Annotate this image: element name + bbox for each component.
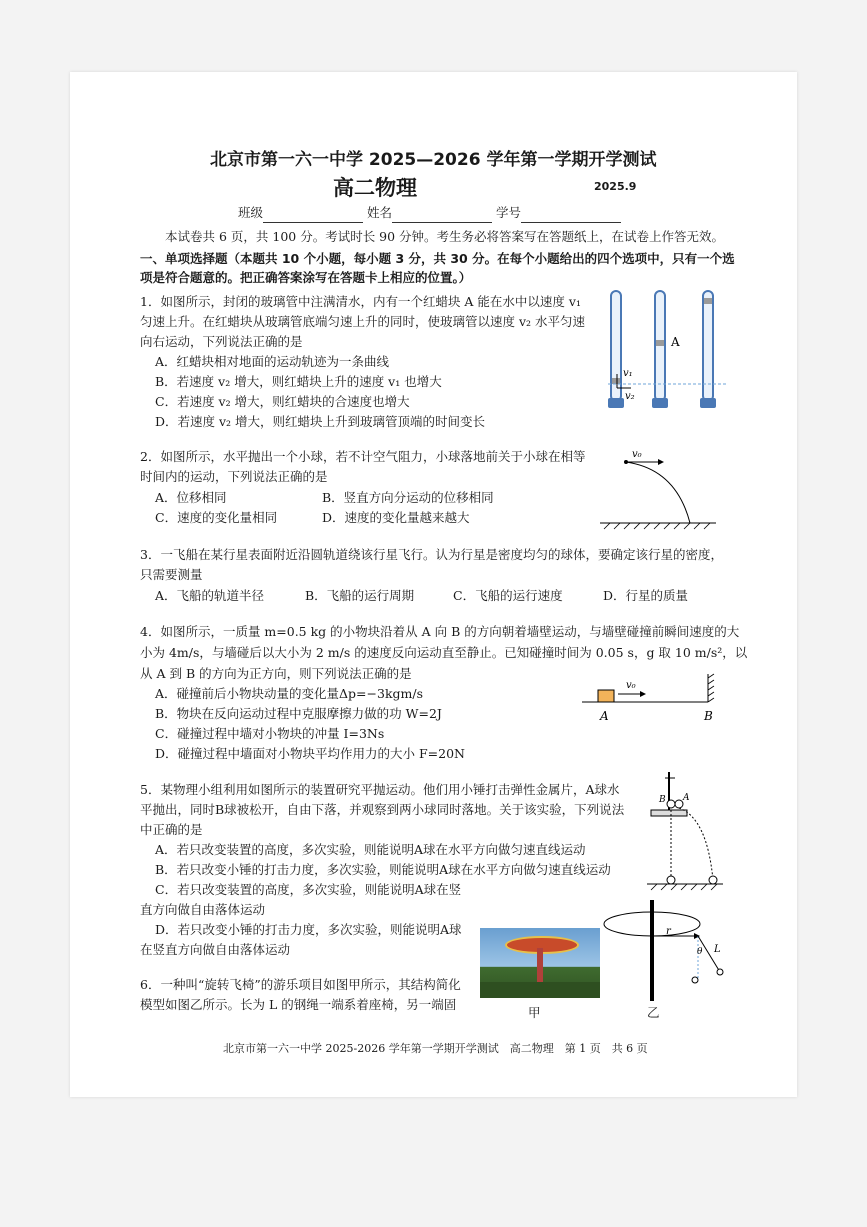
q1-option-d: D．若速度 v₂ 增大，则红蜡块上升到玻璃管顶端的时间变长 xyxy=(155,414,486,429)
q4-b-label: B xyxy=(704,709,713,723)
name-field[interactable] xyxy=(392,208,492,223)
q1-v2-label: v₂ xyxy=(625,391,635,402)
q5-option-d-cont: 在竖直方向做自由落体运动 xyxy=(140,942,291,957)
q6-stem-2: 模型如图乙所示。长为 L 的钢绳一端系着座椅，另一端固 xyxy=(140,997,457,1012)
section-heading: 一、单项选择题（本题共 10 个小题，每小题 3 分，共 30 分。在每个小题给出的四个选项中，只有一个选 xyxy=(140,251,735,266)
figure-yi-label: 乙 xyxy=(647,1005,660,1020)
page-footer: 北京市第一六一中学 2025-2026 学年第一学期开学测试 高二物理 第 1 页 共 6 页 xyxy=(223,1042,648,1055)
q5-option-a: A．若只改变装置的高度，多次实验，则能说明A球在水平方向做匀速直线运动 xyxy=(155,842,586,857)
q6-theta-label: θ xyxy=(697,947,703,957)
q2-option-b: B．竖直方向分运动的位移相同 xyxy=(322,490,494,505)
q4-v0-label: v₀ xyxy=(626,680,636,691)
q5-option-c-cont: 直方向做自由落体运动 xyxy=(140,902,266,917)
q1-stem-3: 向右运动，下列说法正确的是 xyxy=(140,334,303,349)
name-label: 姓名 xyxy=(367,205,393,220)
id-label: 学号 xyxy=(496,205,522,220)
q5-option-d: D．若只改变小锤的打击力度，多次实验，则能说明A球 xyxy=(155,922,462,937)
figure-jia-label: 甲 xyxy=(528,1005,541,1020)
q5-apparatus-figure xyxy=(645,770,725,892)
q5-stem: 5．某物理小组利用如图所示的装置研究平抛运动。他们用小锤打击弹性金属片，A球水 xyxy=(140,782,620,797)
q2-projectile-figure xyxy=(598,447,718,529)
q1-option-c: C．若速度 v₂ 增大，则红蜡块的合速度也增大 xyxy=(155,394,410,409)
q4-stem-3: 从 A 到 B 的方向为正方向，则下列说法正确的是 xyxy=(140,666,412,681)
q4-stem-2: 小为 4m/s，与墙碰后以大小为 2 m/s 的速度反向运动直至静止。已知碰撞时间为 0.05 s，g 取 10 m/s²，以 xyxy=(140,645,748,660)
section-heading-cont: 项是符合题意的。把正确答案涂写在答题卡上相应的位置。） xyxy=(140,270,472,285)
q1-v1-label: v₁ xyxy=(623,368,633,379)
q4-option-d: D．碰撞过程中墙面对小物块平均作用力的大小 F=20N xyxy=(155,746,465,761)
q6-l-label: L xyxy=(714,944,721,955)
q3-stem: 3．一飞船在某行星表面附近沿圆轨道绕该行星飞行。认为行星是密度均匀的球体，要确定该行星的密度， xyxy=(140,547,723,562)
q5-b-label: B xyxy=(659,795,666,805)
q2-option-a: A．位移相同 xyxy=(155,490,227,505)
q5-a-label: A xyxy=(683,793,690,803)
id-field[interactable] xyxy=(521,208,621,223)
instructions: 本试卷共 6 页，共 100 分。考试时长 90 分钟。考生务必将答案写在答题纸上，在试卷上作答无效。 xyxy=(165,229,725,244)
q6-swing-model-figure xyxy=(600,898,725,1003)
swing-ride-photo xyxy=(480,928,600,998)
q3-option-b: B．飞船的运行周期 xyxy=(305,588,415,603)
q3-stem-2: 只需要测量 xyxy=(140,567,203,582)
q1-stem: 1．如图所示，封闭的玻璃管中注满清水，内有一个红蜡块 A 能在水中以速度 v₁ xyxy=(140,294,581,309)
q4-option-b: B．物块在反向运动过程中克服摩擦力做的功 W=2J xyxy=(155,706,442,721)
q6-r-label: r xyxy=(666,926,671,937)
class-label: 班级 xyxy=(238,205,264,220)
class-field[interactable] xyxy=(263,208,363,223)
subject-title: 高二物理 xyxy=(333,176,417,200)
q5-option-c: C．若只改变装置的高度，多次实验，则能说明A球在竖 xyxy=(155,882,462,897)
q4-a-label: A xyxy=(600,709,609,723)
q1-a-label: A xyxy=(671,335,680,349)
q1-tubes-figure xyxy=(603,288,733,416)
q4-option-a: A．碰撞前后小物块动量的变化量Δp=−3kgm/s xyxy=(155,686,424,701)
q1-option-a: A．红蜡块相对地面的运动轨迹为一条曲线 xyxy=(155,354,390,369)
q5-option-b: B．若只改变小锤的打击力度，多次实验，则能说明A球在水平方向做匀速直线运动 xyxy=(155,862,611,877)
q3-option-c: C．飞船的运行速度 xyxy=(453,588,563,603)
q2-option-c: C．速度的变化量相同 xyxy=(155,510,278,525)
q2-v0-label: v₀ xyxy=(632,449,642,460)
q2-stem-2: 时间内的运动，下列说法正确的是 xyxy=(140,469,328,484)
q4-block-wall-figure xyxy=(580,672,720,724)
q5-stem-3: 中正确的是 xyxy=(140,822,203,837)
q4-stem: 4．如图所示，一质量 m=0.5 kg 的小物块沿着从 A 向 B 的方向朝着墙壁运动，与墙壁碰撞前瞬间速度的大 xyxy=(140,624,740,639)
tree-line xyxy=(480,982,600,998)
q3-option-a: A．飞船的轨道半径 xyxy=(155,588,265,603)
q2-stem: 2．如图所示，水平抛出一个小球，若不计空气阻力，小球落地前关于小球在相等 xyxy=(140,449,586,464)
q1-option-b: B．若速度 v₂ 增大，则红蜡块上升的速度 v₁ 也增大 xyxy=(155,374,442,389)
q4-option-c: C．碰撞过程中墙对小物块的冲量 I=3Ns xyxy=(155,726,385,741)
q6-stem: 6．一种叫“旋转飞椅”的游乐项目如图甲所示，其结构简化 xyxy=(140,977,461,992)
q2-option-d: D．速度的变化量越来越大 xyxy=(322,510,470,525)
q5-stem-2: 平抛出，同时B球被松开，自由下落，并观察到两小球同时落地。关于该实验，下列说法 xyxy=(140,802,625,817)
q1-stem-2: 匀速上升。在红蜡块从玻璃管底端匀速上升的同时，使玻璃管以速度 v₂ 水平匀速 xyxy=(140,314,586,329)
exam-date: 2025.9 xyxy=(594,180,637,193)
exam-title: 北京市第一六一中学 2025—2026 学年第一学期开学测试 xyxy=(210,150,657,170)
swing-ride-pole xyxy=(537,948,543,984)
student-info-row xyxy=(238,203,621,223)
q3-option-d: D．行星的质量 xyxy=(603,588,689,603)
